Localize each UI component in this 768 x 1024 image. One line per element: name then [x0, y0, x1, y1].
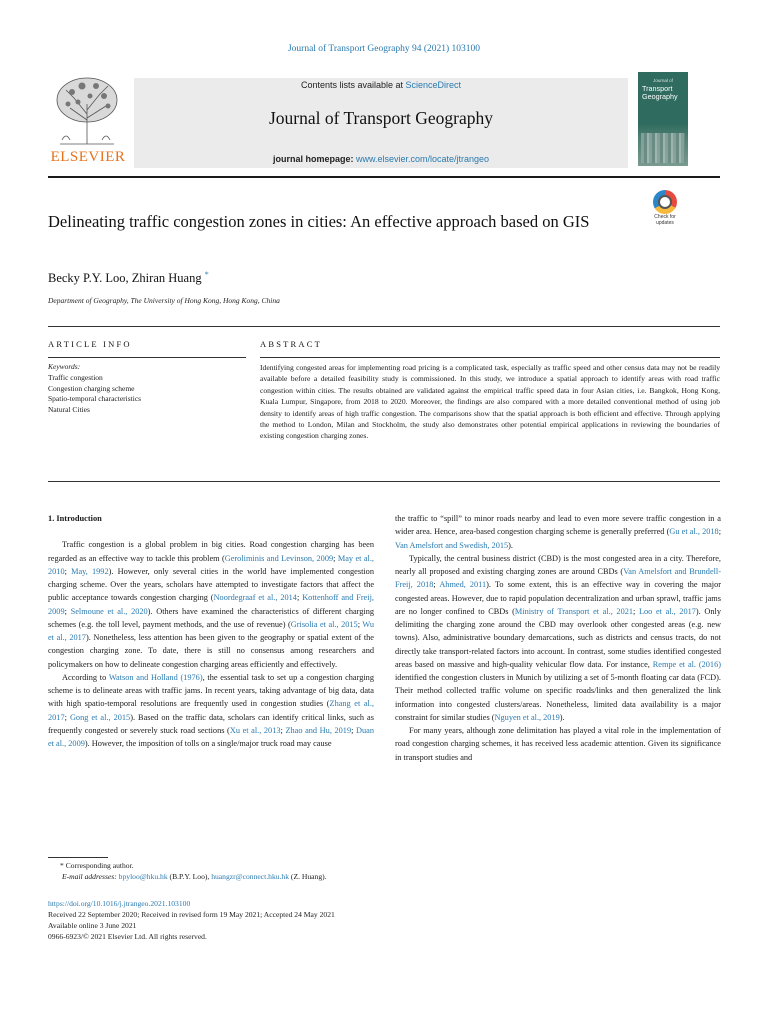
- contents-line: [134, 80, 628, 90]
- masthead-banner: [134, 78, 628, 168]
- intro-paragraph-1: [48, 538, 374, 671]
- keywords-list: [48, 373, 141, 415]
- journal-title: Journal of Transport Geography: [268, 108, 494, 128]
- text-run: Traffic congestion is a global problem in big cities. Road congestion charging has been regarded as an effective way to tackle this problem (: [48, 540, 374, 563]
- footnote-rule: [48, 857, 108, 858]
- citation-link[interactable]: Van Amelsfort and Swedish, 2015: [395, 540, 509, 550]
- doi-link[interactable]: https://doi.org/10.1016/j.jtrangeo.2021.103100: [48, 899, 191, 908]
- email-name-loo: (B.P.Y. Loo),: [167, 872, 212, 881]
- citation-link[interactable]: Noordegraaf et al., 2014: [213, 593, 297, 603]
- text-run: ). However, only several cities in the world have implemented congestion charging scheme. Over the years, scholars have attempted to investigate factors that affect the public acceptance towards congestion charging (: [48, 566, 374, 603]
- info-heading-rule: [48, 357, 246, 358]
- contents-prefix: Contents lists available at: [300, 80, 406, 90]
- corresponding-text: Corresponding author.: [65, 861, 134, 870]
- keywords-label: Keywords:: [48, 362, 81, 371]
- body-column-left: [48, 512, 374, 750]
- abstract-text: Identifying congested areas for implementing road pricing is a complicated task, especially as traffic speed and other census data may not be readily available before a detailed feasibility study is commissioned. In this study, we introduce a spatial approach to identify areas with road traffic congestion within cities. The results obtained are validated against the empirical traffic speed data in four Asian cities, i.e. Bangkok, Hong Kong, Kuala Lumpur, Singapore, from 2018 to 2020. Moreover, the findings are also compared with a more detailed conventional method of using job density to identify areas of high traffic congestion. The comparisons show that the spatial approach is both efficient and effective. Through applying the method to London, Milan and Stockholm, the study also demonstrates other potential empirical applications in reviewing the boundaries of existing congestion charging zones.: [260, 363, 720, 441]
- footnotes: [48, 860, 720, 882]
- elsevier-logo[interactable]: [48, 74, 126, 166]
- text-run: ). Based on the traffic data, scholars can identify critical links, such as frequently congested or severely stuck road sections (: [48, 712, 374, 735]
- check-for-updates-badge[interactable]: [649, 190, 681, 232]
- citation-link[interactable]: Ministry of Transport et al., 2021: [514, 606, 634, 616]
- text-run: ;: [357, 619, 363, 629]
- cover-photo: [641, 133, 685, 163]
- citation-link[interactable]: Ahmed, 2011: [439, 580, 487, 590]
- text-run: ).: [559, 712, 565, 722]
- intro-paragraph-3: [395, 512, 721, 552]
- keyword: Congestion charging scheme: [48, 383, 135, 393]
- email-footnote: [48, 871, 720, 882]
- citation-link[interactable]: Rempe et al. (2016): [652, 659, 721, 669]
- running-head[interactable]: Journal of Transport Geography 94 (2021) 103100: [287, 44, 481, 54]
- citation-link[interactable]: Geroliminis and Levinson, 2009: [224, 553, 334, 563]
- elsevier-wordmark: ELSEVIER: [50, 149, 126, 165]
- abstract-bottom-rule: [48, 481, 720, 482]
- text-run: ;: [351, 725, 357, 735]
- text-run: ).: [508, 540, 513, 550]
- affiliation: Department of Geography, The University of Hong Kong, Hong Kong, China: [48, 296, 280, 305]
- text-run: ;: [64, 606, 71, 616]
- online-date: Available online 3 June 2021: [48, 921, 137, 930]
- email-link-huang[interactable]: huangzr@connect.hku.hk: [211, 872, 290, 881]
- citation-link[interactable]: Zhao and Hu, 2019: [285, 725, 352, 735]
- keyword: Spatio-temporal characteristics: [48, 394, 142, 403]
- citation-link[interactable]: Nguyen et al., 2019: [494, 712, 560, 722]
- email-name-huang: (Z. Huang).: [289, 872, 327, 881]
- sciencedirect-link[interactable]: ScienceDirect: [405, 80, 462, 90]
- citation-link[interactable]: Kottenhoff and Freij, 2009: [48, 593, 374, 616]
- text-run: For many years, although zone delimitation has played a vital role in the implementation of road congestion charging schemes, it has received less academic attention. Given its significance in transport studies and: [395, 726, 721, 762]
- text-run: ). Only delimiting the charging zone around the CBD may overlook other congested areas (e.g. new towns). Also, administrative boundary demarcations, such as districts and census tracts, do not directly take transport-related factors into account. In contrast, some studies identified congested areas based on massive and high-quality vehicular flow data. For instance,: [395, 606, 721, 669]
- intro-paragraph-5: [395, 724, 721, 764]
- corresponding-footnote: [48, 860, 720, 871]
- citation-link[interactable]: Wu et al., 2017: [48, 619, 374, 642]
- cover-title: [642, 85, 678, 101]
- keyword: Traffic congestion: [48, 373, 103, 382]
- text-run: ;: [64, 566, 72, 576]
- badge-line1: Check for: [654, 214, 676, 220]
- badge-line2: updates: [656, 219, 674, 226]
- footnote-mark: *: [60, 861, 64, 870]
- badge-text: [649, 215, 681, 226]
- cover-title-line2: Geography: [642, 92, 678, 101]
- text-run: ;: [333, 553, 338, 563]
- text-run: identified the congestion clusters in Munich by utilizing a set of 5-month floating car data (FCD). Their method collected traffic volume on specific roads/links and then generalized the link information into congested clusters/areas. Nonetheless, limited data availability is a major constraint for similar studies (: [395, 673, 721, 722]
- homepage-prefix: journal homepage:: [272, 154, 356, 164]
- citation-link[interactable]: Grisolia et al., 2015: [290, 619, 358, 629]
- text-run: ;: [433, 580, 440, 590]
- citation-link[interactable]: May et al., 2010: [48, 553, 375, 576]
- text-run: ). However, the imposition of tolls on a single/major truck road may cause: [84, 739, 332, 748]
- received-dates: Received 22 September 2020; Received in revised form 19 May 2021; Accepted 24 May 2021: [48, 910, 335, 919]
- text-run: ;: [633, 606, 639, 616]
- citation-link[interactable]: May, 1992: [71, 566, 109, 576]
- text-run: ;: [296, 593, 303, 603]
- keyword: Natural Cities: [48, 404, 90, 414]
- abstract-heading: ABSTRACT: [260, 339, 322, 349]
- elsevier-tree-icon: [52, 74, 122, 146]
- cover-title-line1: Transport: [642, 84, 673, 93]
- masthead-rule: [48, 176, 720, 178]
- article-info-heading: ARTICLE INFO: [48, 339, 132, 349]
- text-run: the traffic to “spill” to minor roads nearby and lead to even more severe traffic congestion in a wider area. Hence, area-based congestion charging scheme is generally preferred (: [395, 514, 721, 537]
- text-run: ;: [718, 527, 721, 537]
- bibliographic-info: [48, 898, 720, 942]
- email-link-loo[interactable]: bpyloo@hku.hk: [118, 872, 168, 881]
- check-updates-icon-center: [658, 195, 672, 209]
- citation-link[interactable]: Gu et al., 2018: [669, 527, 719, 537]
- text-run: ). Nonetheless, less attention has been given to the geography or spatial extent of the congestion charging zone. To date, there is still no consensus among researchers and policymakers on how to delineate congestion charging areas efficiently and effectively.: [48, 633, 374, 669]
- info-top-rule: [48, 326, 720, 327]
- citation-link[interactable]: Van Amelsfort and Brundell-Freij, 2018: [395, 567, 722, 590]
- body-column-right: [395, 512, 721, 764]
- citation-link[interactable]: Zhang et al., 2017: [48, 699, 374, 722]
- intro-paragraph-4: [395, 552, 721, 724]
- authors-names: Becky P.Y. Loo, Zhiran Huang: [48, 271, 202, 286]
- citation-link[interactable]: Xu et al., 2013: [229, 725, 281, 735]
- text-run: Typically, the central business district (CBD) is the most congested area in a city. Therefore, nearly all proposed and existing charging zones are around CBDs (: [395, 553, 721, 576]
- section-heading-introduction: 1. Introduction: [48, 514, 102, 523]
- text-run: According to: [62, 672, 109, 682]
- citation-link[interactable]: Gong et al., 2015: [69, 712, 131, 722]
- citation-link[interactable]: Duan et al., 2009: [48, 725, 374, 748]
- homepage-link[interactable]: www.elsevier.com/locate/jtrangeo: [355, 154, 490, 164]
- citation-link[interactable]: Watson and Holland (1976): [108, 672, 203, 682]
- corresponding-author-mark[interactable]: *: [204, 270, 209, 279]
- citation-link[interactable]: Loo et al., 2017: [638, 606, 696, 616]
- article-title: Delineating traffic congestion zones in cities: An effective approach based on GIS: [48, 212, 590, 231]
- journal-masthead: [48, 72, 688, 168]
- copyright: 0966-6923/© 2021 Elsevier Ltd. All rights reserved.: [48, 932, 207, 941]
- author-list: [48, 270, 209, 286]
- text-run: ). To some extent, this is an effective way in covering the major congested areas. However, due to rapid population decentralization and urban sprawl, traffic jams are no longer confined to CBDs (: [395, 580, 722, 616]
- text-run: ). Others have examined the characteristics of different charging schemes (e.g. the toll level, payment methods, and the use of revenue) (: [48, 606, 375, 629]
- text-run: ;: [64, 712, 70, 722]
- intro-paragraph-2: [48, 671, 374, 751]
- email-label: E-mail addresses:: [62, 872, 119, 881]
- citation-link[interactable]: Selmoune et al., 2020: [70, 606, 148, 616]
- homepage-line: [134, 154, 628, 164]
- journal-cover-thumbnail[interactable]: [638, 72, 688, 166]
- abstract-heading-rule: [260, 357, 720, 358]
- text-run: , the essential task to set up a congestion charging scheme is to delineate areas with traffic jams. In recent years, taking advantage of big data, data with high spatio-temporal resolutions are frequently used in congestion studies (: [48, 672, 374, 709]
- text-run: ;: [280, 725, 286, 735]
- cover-small-text: Journal of: [653, 78, 673, 83]
